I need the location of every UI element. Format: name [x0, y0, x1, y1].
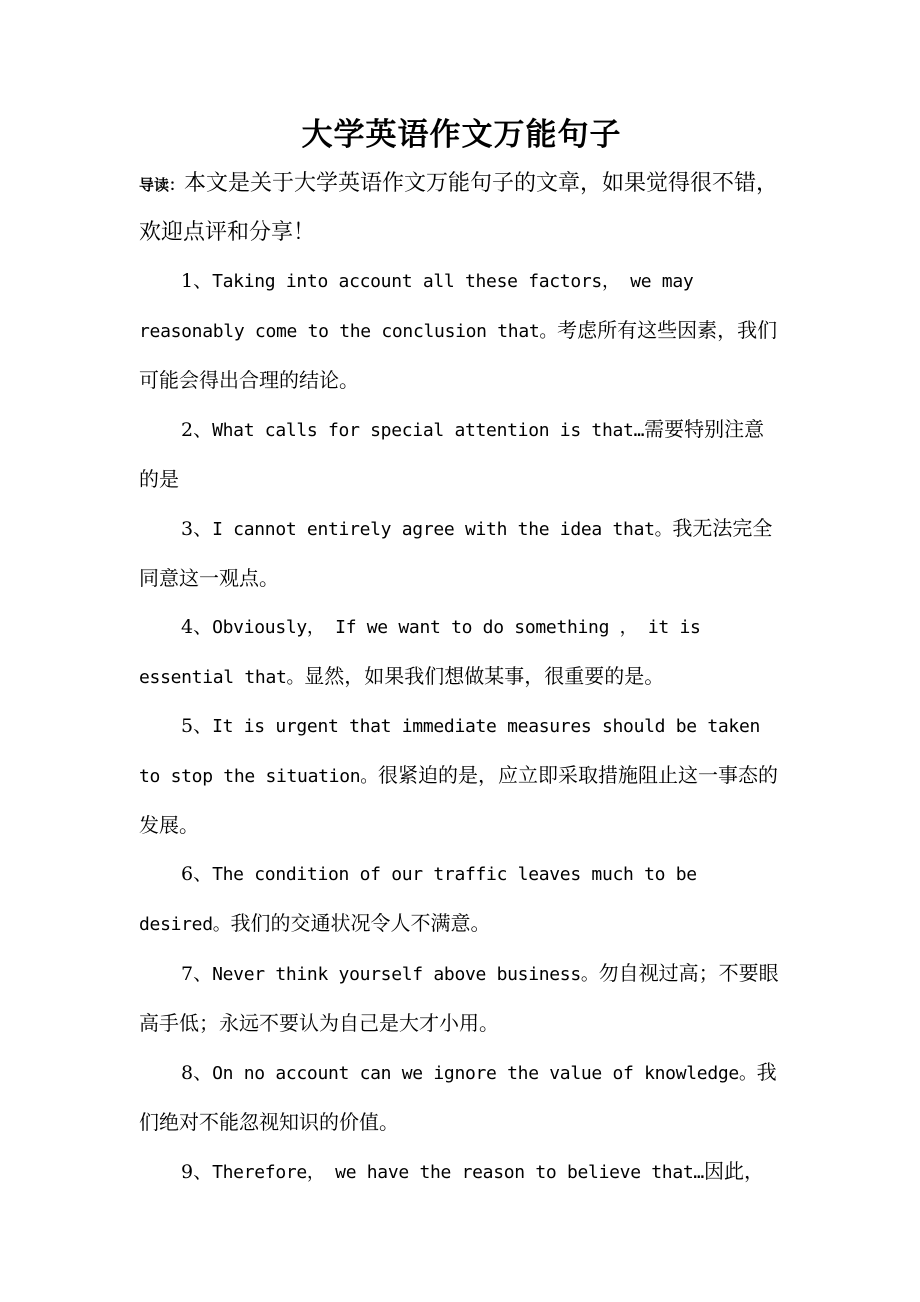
item-chinese: 我们绝对不能忽视知识的价值。: [139, 1060, 777, 1134]
item-english: Therefore， we have the reason to believe that…: [212, 1162, 704, 1183]
page-title: 大学英语作文万能句子: [301, 117, 622, 153]
document-page: [139, 110, 784, 1197]
item-chinese: 我们的交通状况令人不满意。: [230, 911, 491, 935]
list-item: [139, 850, 784, 949]
item-english: What calls for special attention is that…: [212, 420, 645, 441]
list-item: [139, 504, 784, 603]
list-item: [139, 257, 784, 405]
item-chinese: 勿自视过高；不要眼高手低；永远不要认为自己是大才小用。: [139, 961, 779, 1035]
item-chinese: 很紧迫的是，应立即采取措施阻止这一事态的发展。: [139, 763, 778, 837]
item-english: It is urgent that immediate measures should be taken to stop the situation。: [139, 716, 761, 787]
item-chinese: 考虑所有这些因素，我们可能会得出合理的结论。: [139, 318, 778, 392]
item-english: On no account can we ignore the value of knowledge。: [212, 1063, 757, 1084]
list-item: [139, 603, 784, 702]
item-number: 3、: [181, 518, 213, 540]
list-item: [139, 702, 784, 850]
item-number: 4、: [181, 616, 213, 638]
item-number: 1、: [181, 270, 213, 292]
item-number: 8、: [181, 1062, 213, 1084]
sentence-list: [139, 257, 784, 1197]
item-english: Never think yourself above business。: [212, 964, 599, 985]
item-number: 6、: [181, 863, 213, 885]
item-chinese: 需要特别注意的是: [139, 417, 765, 491]
list-item: [139, 949, 784, 1048]
intro-paragraph: [139, 160, 784, 257]
list-item: [139, 1048, 784, 1147]
item-english: The condition of our traffic leaves much to be desired。: [139, 864, 697, 935]
item-chinese: 显然，如果我们想做某事，很重要的是。: [304, 664, 665, 688]
list-item: [139, 1147, 784, 1197]
intro-text: 本文是关于大学英语作文万能句子的文章，如果觉得很不错，欢迎点评和分享！: [139, 171, 779, 245]
item-number: 9、: [181, 1161, 213, 1183]
item-english: I cannot entirely agree with the idea that。: [212, 519, 673, 540]
item-number: 2、: [181, 419, 213, 441]
item-number: 5、: [181, 715, 213, 737]
item-english: Taking into account all these factors， we may reasonably come to the conclusion that。: [139, 271, 694, 342]
item-english: Obviously， If we want to do something ， it is essential that。: [139, 617, 701, 688]
item-chinese: 我无法完全同意这一观点。: [139, 516, 773, 590]
list-item: [139, 405, 784, 504]
item-chinese: 因此，: [703, 1159, 764, 1183]
intro-label: 导读：: [139, 176, 185, 194]
item-number: 7、: [181, 963, 213, 985]
